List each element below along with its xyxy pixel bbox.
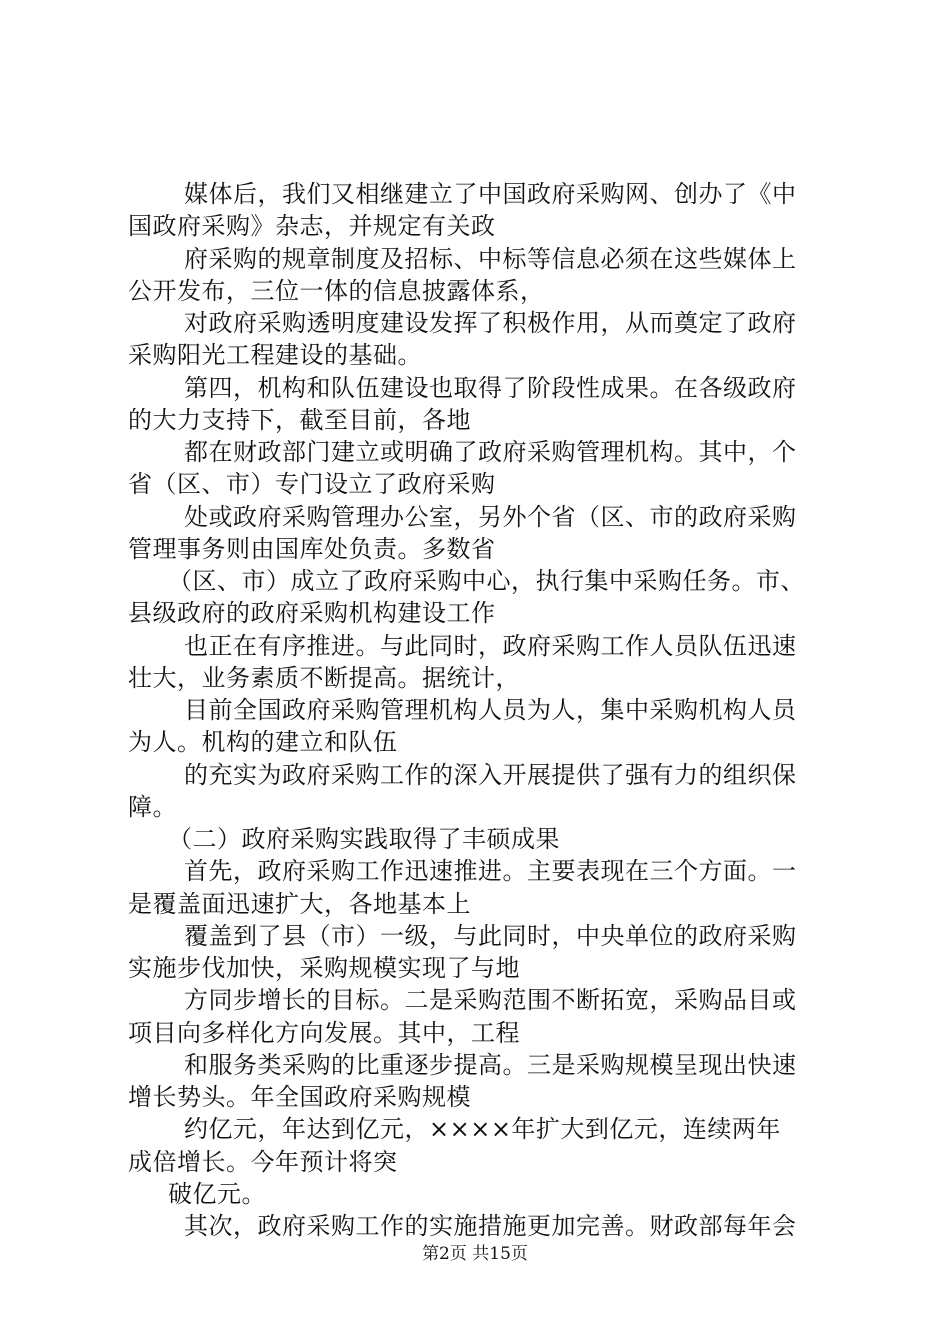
text-line: 公开发布，三位一体的信息披露体系，: [128, 276, 545, 305]
text-line: 第四，机构和队伍建设也取得了阶段性成果。在各级政府: [184, 373, 797, 402]
text-line: 采购阳光工程建设的基础。: [128, 341, 422, 370]
text-line: 和服务类采购的比重逐步提高。三是采购规模呈现出快速: [184, 1050, 797, 1079]
text-line: 为人。机构的建立和队伍: [128, 728, 398, 757]
text-line: 管理事务则由国库处负责。多数省: [128, 534, 496, 563]
text-line: 也正在有序推进。与此同时，政府采购工作人员队伍迅速: [184, 631, 797, 660]
text-line: 实施步伐加快，采购规模实现了与地: [128, 954, 520, 982]
text-line: 府采购的规章制度及招标、中标等信息必须在这些媒体上: [184, 244, 797, 273]
text-line: 成倍增长。今年预计将突: [128, 1147, 398, 1176]
text-line: 覆盖到了县（市）一级，与此同时，中央单位的政府采购: [184, 921, 797, 950]
text-line: 对政府采购透明度建设发挥了积极作用，从而奠定了政府: [184, 309, 797, 337]
text-line: 障。: [128, 792, 177, 821]
text-line: 县级政府的政府采购机构建设工作: [128, 599, 496, 628]
text-line: 都在财政部门建立或明确了政府采购管理机构。其中，个: [184, 438, 797, 466]
text-line: 的充实为政府采购工作的深入开展提供了强有力的组织保: [184, 760, 797, 789]
text-line: 首先，政府采购工作迅速推进。主要表现在三个方面。一: [184, 857, 797, 886]
text-line: 媒体后，我们又相继建立了中国政府采购网、创办了《中: [184, 180, 797, 208]
text-line: 方同步增长的目标。二是采购范围不断拓宽，采购品目或: [184, 986, 797, 1015]
text-line: 目前全国政府采购管理机构人员为人，集中采购机构人员: [184, 696, 797, 724]
text-line: 是覆盖面迅速扩大，各地基本上: [128, 889, 471, 918]
text-line: 约亿元，年达到亿元，××××年扩大到亿元，连续两年: [184, 1115, 781, 1144]
text-line: 处或政府采购管理办公室，另外个省（区、市的政府采购: [184, 502, 797, 531]
text-line: 其次，政府采购工作的实施措施更加完善。财政部每年会: [184, 1212, 797, 1240]
text-line: （区、市）成立了政府采购中心，执行集中采购任务。市、: [168, 567, 805, 595]
text-line: 增长势头。年全国政府采购规模: [128, 1083, 471, 1111]
text-line: 国政府采购》杂志，并规定有关政: [128, 212, 496, 241]
page-number-footer: 第2页 共15页: [422, 1244, 528, 1264]
document-body: [128, 178, 848, 1242]
text-line: 省（区、市）专门设立了政府采购: [128, 470, 496, 499]
text-line: 壮大，业务素质不断提高。据统计，: [128, 663, 520, 692]
text-line: 破亿元。: [168, 1179, 266, 1208]
text-line: 项目向多样化方向发展。其中，工程: [128, 1018, 520, 1047]
text-line: 的大力支持下，截至目前，各地: [128, 405, 471, 434]
section-heading: （二）政府采购实践取得了丰硕成果: [168, 825, 560, 853]
